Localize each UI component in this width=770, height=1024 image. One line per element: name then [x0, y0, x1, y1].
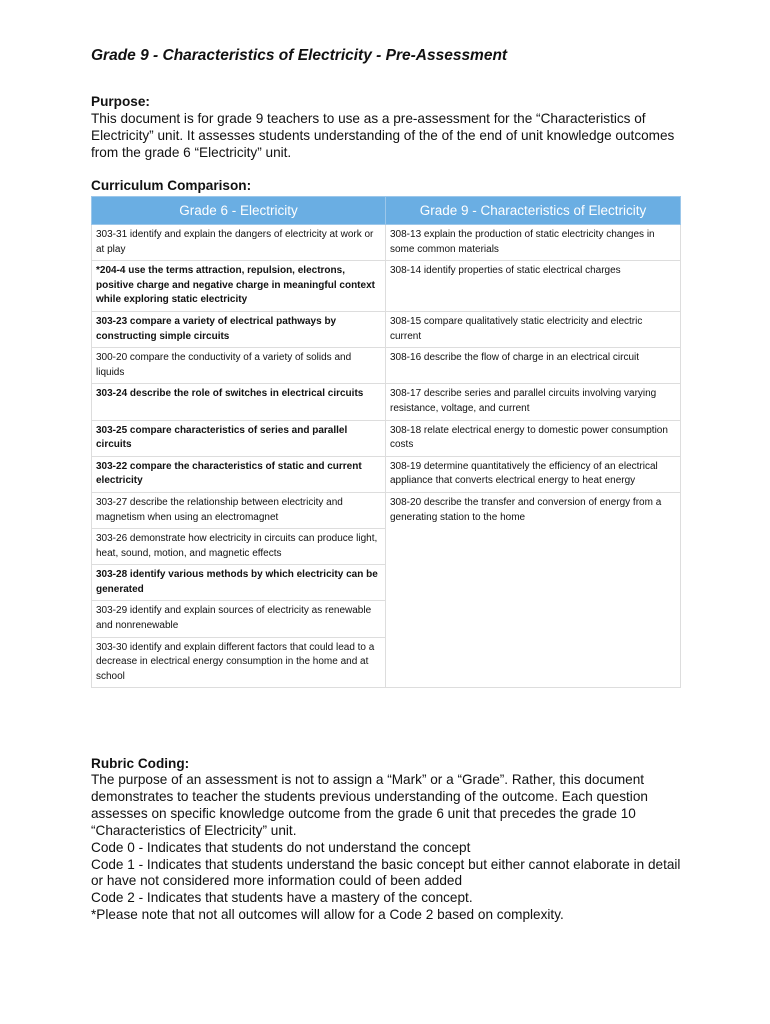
rubric-code-1: Code 1 - Indicates that students understand the basic concept but either cannot elaborate in detail or have not considered more information could of been added [91, 856, 681, 889]
table-row [92, 261, 681, 312]
rubric-section [91, 755, 681, 924]
grade6-outcome: 303-23 compare a variety of electrical pathways by constructing simple circuits [92, 311, 386, 347]
grade9-outcome: 308-15 compare qualitatively static electricity and electric current [386, 311, 681, 347]
grade6-outcome: 303-25 compare characteristics of series and parallel circuits [92, 420, 386, 456]
rubric-intro: The purpose of an assessment is not to assign a “Mark” or a “Grade”. Rather, this document demonstrates to teacher the students previous understanding of the outcome. Each question assesses on specific knowledge outcome from the grade 6 unit that precedes the grade 10 “Characteristics of Electricity” unit. [91, 772, 648, 838]
grade6-outcome: 300-20 compare the conductivity of a variety of solids and liquids [92, 348, 386, 384]
purpose-section [91, 93, 681, 161]
grade6-outcome: 303-24 describe the role of switches in electrical circuits [92, 384, 386, 420]
grade9-outcome: 308-16 describe the flow of charge in an electrical circuit [386, 348, 681, 384]
rubric-code-0: Code 0 - Indicates that students do not understand the concept [91, 839, 471, 855]
table-row [92, 348, 681, 384]
table-row [92, 456, 681, 492]
grade6-outcome: 303-28 identify various methods by which electricity can be generated [92, 565, 386, 601]
table-header-row [92, 197, 681, 225]
document-title: Grade 9 - Characteristics of Electricity - Pre-Assessment [91, 47, 508, 64]
grade6-outcome: 303-29 identify and explain sources of electricity as renewable and nonrenewable [92, 601, 386, 637]
purpose-text: This document is for grade 9 teachers to use as a pre-assessment for the “Characteristics of Electricity” unit. It assesses students understanding of the of the end of unit knowledge outcomes from the grade 6 “Electricity” unit. [91, 111, 675, 160]
grade9-outcome: 308-17 describe series and parallel circuits involving varying resistance, voltage, and current [386, 384, 681, 420]
grade9-outcome: 308-14 identify properties of static electrical charges [386, 261, 681, 312]
grade6-outcome: 303-30 identify and explain different factors that could lead to a decrease in electrical energy consumption in the home and at school [92, 637, 386, 688]
table-row [92, 311, 681, 347]
curriculum-comparison-table [91, 196, 681, 688]
grade9-column-header: Grade 9 - Characteristics of Electricity [386, 197, 681, 225]
purpose-heading: Purpose: [91, 94, 150, 109]
grade6-outcome: *204-4 use the terms attraction, repulsion, electrons, positive charge and negative charge in meaningful context while exploring static electricity [92, 261, 386, 312]
rubric-note: *Please note that not all outcomes will allow for a Code 2 based on complexity. [91, 907, 564, 923]
grade9-outcome: 308-20 describe the transfer and conversion of energy from a generating station to the home [386, 492, 681, 688]
table-row [92, 225, 681, 261]
rubric-code-2: Code 2 - Indicates that students have a mastery of the concept. [91, 890, 473, 906]
curriculum-heading: Curriculum Comparison: [91, 178, 252, 193]
table-row [92, 384, 681, 420]
rubric-heading: Rubric Coding: [91, 756, 190, 771]
grade6-outcome: 303-31 identify and explain the dangers of electricity at work or at play [92, 225, 386, 261]
grade9-outcome: 308-13 explain the production of static electricity changes in some common materials [386, 225, 681, 261]
table-row [92, 492, 681, 528]
grade6-outcome: 303-22 compare the characteristics of static and current electricity [92, 456, 386, 492]
grade9-outcome: 308-18 relate electrical energy to domestic power consumption costs [386, 420, 681, 456]
grade6-outcome: 303-27 describe the relationship between electricity and magnetism when using an electromagnet [92, 492, 386, 528]
grade9-outcome: 308-19 determine quantitatively the efficiency of an electrical appliance that converts electrical energy to heat energy [386, 456, 681, 492]
grade6-column-header: Grade 6 - Electricity [92, 197, 386, 225]
grade6-outcome: 303-26 demonstrate how electricity in circuits can produce light, heat, sound, motion, and magnetic effects [92, 529, 386, 565]
table-row [92, 420, 681, 456]
